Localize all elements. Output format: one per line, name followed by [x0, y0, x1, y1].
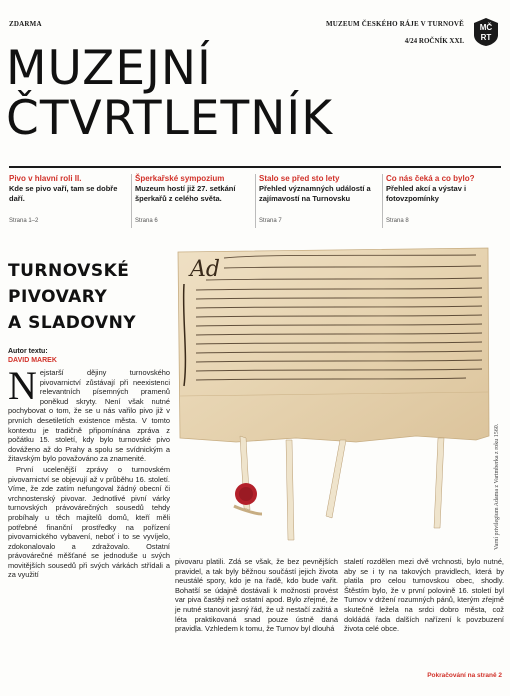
publisher-label: MUZEUM ČESKÉHO RÁJE V TURNOVĚ [325, 20, 464, 28]
teaser-2[interactable] [131, 174, 249, 228]
article-column-1 [8, 363, 170, 581]
author-name: DAVID MAREK [8, 357, 57, 364]
svg-text:Ad: Ad [190, 257, 220, 282]
historic-document-image [176, 246, 490, 546]
masthead-line-1: MUZEJNÍ [6, 41, 212, 96]
drop-cap: N [8, 363, 37, 408]
teaser-4[interactable] [382, 174, 500, 228]
article-column-3: staletí rozdělen mezi dvě vrchnosti, bylo nutné, aby se i ty na takových pravidlech, která by platila pro celou turnovskou obec, shodly. Štěstím bylo, že v první polovině 16. století byl Turnov v držení rozumných pánů, kterým zřejmě skutečně ležela na srdci dobro města, což dokládá řada dalších nařízení k povzbuzení života celé obce. [344, 557, 504, 634]
teaser-desc: Kde se pivo vaří, tam se dobře daří. [9, 184, 118, 203]
article-paragraph-1 [8, 363, 170, 464]
caption-text: Varní privilegium Adama z Vartmberka z roku 1560. [494, 423, 500, 550]
teaser-page: Strana 8 [386, 218, 409, 224]
teaser-page: Strana 7 [259, 218, 282, 224]
museum-logo [472, 17, 500, 47]
top-bar [9, 20, 464, 30]
author-label: Autor textu: [8, 348, 48, 355]
article-column-2: pivovaru platili. Zdá se však, že bez pevnějších pravidel, a tak byly běžnou součástí jejich života neustálé spory, kdo je na řadě, kdo bude vařit. Bohatší se údajně dostávali k možnosti provést var piva častěji než ostatní apod. Bylo zřejmé, že je nutné stanovit jasný řád, že už nestačí zažitá a léta praktikovaná snad pouze ústně daná pravidla. Vzhledem k tomu, že Turnov byl dlouhá [175, 557, 338, 634]
svg-text:RT: RT [480, 33, 492, 42]
teaser-desc: Přehled významných událostí a zajímavostí na Turnovsku [259, 184, 371, 203]
headline-line-2: PIVOVARY [8, 287, 108, 307]
teaser-kicker: Pivo v hlavní roli II. [9, 174, 82, 183]
teaser-1[interactable] [9, 174, 127, 228]
headline-line-3: A SLADOVNY [8, 313, 137, 333]
teaser-kicker: Co nás čeká a co bylo? [386, 174, 475, 183]
teaser-desc: Přehled akcí a výstav i fotovzpomínky [386, 184, 467, 203]
paragraph-1-text: ejstarší dějiny turnovského pivovarnictví zůstávají při neexistenci relevantních písemných pramenů poněkud skryty. Není však nutné pochybovat o tom, že se u nás vařilo pivo již v prvních desetiletích existence města. V tomto kontextu je tradičně připomínána zpráva z počátku 15. století, kdy bylo turnovské pivo dováženo až do Prahy a spolu se svídnickým a žitavským bylo považováno za znamenité. [8, 368, 170, 464]
svg-text:MČ: MČ [479, 23, 493, 32]
teaser-kicker: Stalo se před sto lety [259, 174, 340, 183]
teaser-3[interactable] [255, 174, 373, 228]
free-label: ZDARMA [9, 20, 42, 28]
masthead-line-2: ČTVRTLETNÍK [6, 91, 334, 146]
teaser-kicker: Šperkařské sympozium [135, 174, 225, 183]
article-paragraph-2: První ucelenější zprávy o turnovském pivovarnictví se objevují až v průběhu 16. století. Víme, že zde zatím nefungoval žádný obecní či vrchnostenský pivovar. Jednotlivé pivní várky turnovských právovárečných sousedů tehdy probíhaly u těch majitelů domů, kteří měli potřebné finanční prostředky na pořízení pivovarnického vybavení, neboť i to se vyvíjelo, zdokonalovalo a zdražovalo. Ostatní právovárečné měšťané se jednoduše u svých movitějších sousedů při svých várkách střídali a za využití [8, 464, 170, 580]
masthead-title [6, 41, 426, 146]
continued-link[interactable]: Pokračování na straně 2 [427, 672, 502, 679]
article-headline [8, 258, 168, 336]
teaser-page: Strana 1–2 [9, 218, 39, 224]
image-caption [492, 423, 502, 550]
headline-line-1: TURNOVSKÉ [8, 261, 130, 281]
issue-number: 4/24 ROČNÍK XXI. [404, 37, 464, 45]
teaser-desc: Muzeum hostí již 27. setkání šperkařů z celého světa. [135, 184, 236, 203]
teaser-strip [9, 166, 501, 226]
teaser-page: Strana 6 [135, 218, 158, 224]
